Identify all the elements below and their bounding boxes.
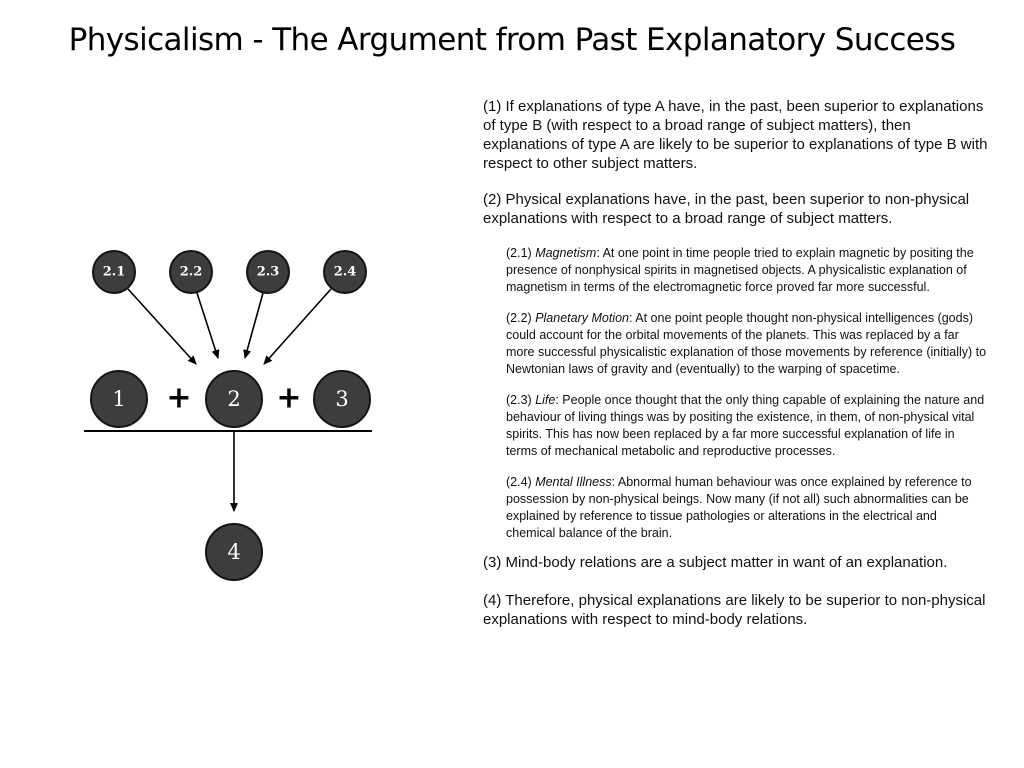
sub-premise-2-4	[506, 474, 988, 542]
sub-premise-number: (2.2)	[506, 311, 536, 325]
sub-premise-number: (2.4)	[506, 475, 536, 489]
plus-sign-2: +	[276, 380, 302, 416]
sub-premise-text: : Abnormal human behaviour was once explained by reference to possession by non-physical beings. Now many (if not all) such abnormalities can be explained by reference to tissue pathologies or alterations in the electrical and chemical balance of the brain.	[506, 475, 972, 540]
node-2-4-label: 2.4	[333, 264, 357, 280]
node-2	[206, 371, 262, 427]
sub-premise-list	[506, 245, 988, 542]
sub-premise-2-3	[506, 392, 988, 460]
node-1	[91, 371, 147, 427]
premise-1: (1) If explanations of type A have, in the past, been superior to explanations of type B (with respect to a broad range of subject matters), then explanations of type A are likely to be superior to explanations of type B with respect to other subject matters.	[483, 98, 988, 172]
arrow-2-1-to-2	[128, 289, 196, 364]
node-2-3	[247, 251, 289, 293]
node-1-label: 1	[112, 387, 126, 411]
arrow-2-4-to-2	[264, 289, 331, 364]
premise-2: (2) Physical explanations have, in the past, been superior to non-physical explanations with respect to a broad range of subject matters.	[483, 191, 970, 227]
premise-3: (3) Mind-body relations are a subject matter in want of an explanation.	[483, 554, 948, 571]
plus-operator-2	[276, 381, 301, 416]
sub-premise-number: (2.1)	[506, 246, 536, 260]
sub-premise-2-1	[506, 245, 988, 296]
node-2-label: 2	[227, 387, 241, 411]
sub-premise-text: : At one point people thought non-physical intelligences (gods) could account for the orbital movements of the planets. This was replaced by a far more successful physicalistic explanation of those movements by reference (initially) to Newtonian laws of gravity and (eventually) to the warping of spacetime.	[506, 311, 987, 376]
argument-diagram	[0, 0, 480, 768]
node-2-4	[324, 251, 366, 293]
sub-premise-text: : At one point in time people tried to explain magnetic by positing the presence of nonphysical spirits in magnetised objects. A physicalistic explanation of magnetism in terms of the electromagnetic force proved far more successful.	[506, 246, 974, 294]
sub-premise-subject: Life	[535, 393, 556, 407]
sub-premise-subject: Mental Illness	[535, 475, 612, 489]
arrow-2-3-to-2	[245, 293, 263, 358]
argument-text-panel	[483, 97, 988, 646]
node-2-2-label: 2.2	[179, 264, 203, 280]
sub-premise-subject: Magnetism	[535, 246, 597, 260]
node-2-3-label: 2.3	[256, 264, 280, 280]
node-3-label: 3	[335, 387, 349, 411]
sub-premise-2-2	[506, 310, 988, 378]
node-4	[206, 524, 262, 580]
plus-sign-1: +	[166, 380, 192, 416]
sub-premise-subject: Planetary Motion	[535, 311, 629, 325]
arrow-2-2-to-2	[197, 293, 218, 358]
sub-premise-number: (2.3)	[506, 393, 536, 407]
premise-4: (4) Therefore, physical explanations are likely to be superior to non-physical explanations with respect to mind-body relations.	[483, 592, 986, 628]
plus-operator-1	[166, 381, 191, 416]
node-2-1-label: 2.1	[102, 264, 126, 280]
node-2-2	[170, 251, 212, 293]
sub-premise-text: : People once thought that the only thing capable of explaining the nature and behaviour of living things was by positing the existence, in them, of non-physical vital spirits. This has now been replaced by a far more successful explanation of life in terms of mechanical metabolic and reproductive processes.	[506, 393, 985, 458]
slide-title: Physicalism - The Argument from Past Explanatory Success	[68, 22, 956, 58]
node-4-label: 4	[227, 540, 241, 564]
node-3	[314, 371, 370, 427]
node-2-1	[93, 251, 135, 293]
